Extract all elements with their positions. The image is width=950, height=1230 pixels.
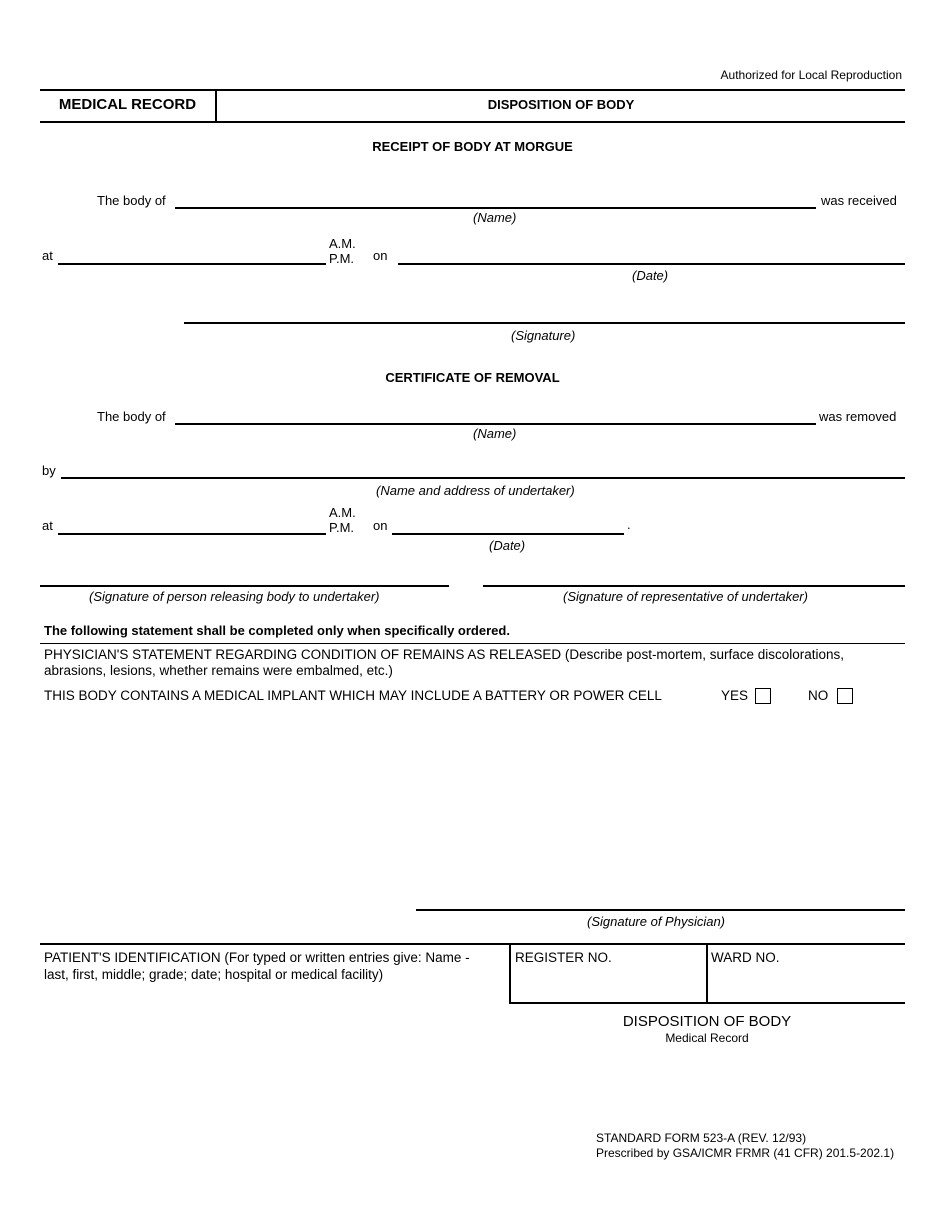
ward-no-field[interactable]: WARD NO. bbox=[711, 950, 780, 965]
form-number: STANDARD FORM 523-A (REV. 12/93) bbox=[596, 1131, 807, 1145]
statement-notice: The following statement shall be completed only when specifically ordered. bbox=[44, 623, 510, 638]
was-removed-label: was removed bbox=[819, 409, 897, 424]
receipt-on-label: on bbox=[373, 248, 388, 263]
register-no-field[interactable]: REGISTER NO. bbox=[515, 950, 612, 965]
receipt-name-field[interactable] bbox=[175, 189, 816, 209]
undertaker-caption: (Name and address of undertaker) bbox=[376, 483, 575, 498]
removal-date-field[interactable] bbox=[392, 515, 624, 535]
patient-identification-label[interactable] bbox=[44, 949, 470, 983]
receipt-heading: RECEIPT OF BODY AT MORGUE bbox=[372, 139, 573, 154]
implant-yes-checkbox[interactable] bbox=[755, 688, 771, 704]
receipt-name-caption: (Name) bbox=[473, 210, 517, 225]
receipt-at-label: at bbox=[42, 248, 53, 263]
releaser-signature-caption: (Signature of person releasing body to undertaker) bbox=[89, 589, 380, 604]
undertaker-rep-signature-line[interactable] bbox=[483, 585, 905, 587]
removal-time-field[interactable] bbox=[58, 515, 326, 535]
physician-statement-line1: PHYSICIAN'S STATEMENT REGARDING CONDITION OF REMAINS AS RELEASED (Describe post-mortem, surface discolorations, bbox=[44, 647, 845, 662]
receipt-time-field[interactable] bbox=[58, 245, 326, 265]
removal-body-of-label: The body of bbox=[97, 409, 166, 424]
removal-name-field[interactable] bbox=[175, 405, 816, 425]
identification-top-rule bbox=[40, 943, 905, 945]
patient-identification-line1: PATIENT'S IDENTIFICATION (For typed or written entries give: Name - bbox=[44, 950, 470, 965]
record-type-label: MEDICAL RECORD bbox=[58, 96, 197, 113]
removal-at-label: at bbox=[42, 518, 53, 533]
receipt-date-field[interactable] bbox=[398, 245, 905, 265]
undertaker-rep-signature-caption: (Signature of representative of undertaker) bbox=[563, 589, 808, 604]
removal-on-label: on bbox=[373, 518, 388, 533]
implant-no-label: NO bbox=[808, 688, 829, 703]
removal-pm-label: P.M. bbox=[329, 520, 355, 535]
receipt-pm-label: P.M. bbox=[329, 251, 355, 266]
was-received-label: was received bbox=[821, 193, 897, 208]
statement-rule bbox=[40, 643, 905, 644]
removal-am-label: A.M. bbox=[329, 505, 356, 520]
header-bottom-rule bbox=[40, 121, 905, 123]
removal-date-period: . bbox=[627, 517, 631, 532]
identification-divider-1 bbox=[509, 943, 511, 1004]
header-top-rule bbox=[40, 89, 905, 91]
removal-name-caption: (Name) bbox=[473, 426, 517, 441]
implant-yes-label: YES bbox=[721, 688, 749, 703]
physician-signature-line[interactable] bbox=[416, 909, 905, 911]
receipt-body-of-label: The body of bbox=[97, 193, 166, 208]
removal-date-caption: (Date) bbox=[489, 538, 526, 553]
identification-bottom-rule bbox=[509, 1002, 905, 1004]
receipt-am-pm bbox=[329, 236, 356, 266]
removal-am-pm bbox=[329, 505, 356, 535]
footer-title: DISPOSITION OF BODY bbox=[622, 1013, 792, 1030]
implant-no-checkbox[interactable] bbox=[837, 688, 853, 704]
receipt-am-label: A.M. bbox=[329, 236, 356, 251]
form-title: DISPOSITION OF BODY bbox=[487, 97, 635, 112]
prescribed-by: Prescribed by GSA/ICMR FRMR (41 CFR) 201.5-202.1) bbox=[596, 1146, 895, 1160]
undertaker-field[interactable] bbox=[61, 459, 905, 479]
removal-heading: CERTIFICATE OF REMOVAL bbox=[385, 370, 560, 385]
receipt-signature-line[interactable] bbox=[184, 322, 905, 324]
identification-divider-2 bbox=[706, 943, 708, 1004]
footer-subtitle: Medical Record bbox=[665, 1031, 749, 1045]
implant-question: THIS BODY CONTAINS A MEDICAL IMPLANT WHICH MAY INCLUDE A BATTERY OR POWER CELL bbox=[44, 688, 662, 703]
patient-identification-line2: last, first, middle; grade; date; hospital or medical facility) bbox=[44, 967, 384, 982]
releaser-signature-line[interactable] bbox=[40, 585, 449, 587]
removal-by-label: by bbox=[42, 463, 56, 478]
authorization-note: Authorized for Local Reproduction bbox=[720, 68, 902, 82]
receipt-signature-caption: (Signature) bbox=[511, 328, 576, 343]
physician-statement-line2: abrasions, lesions, whether remains were embalmed, etc.) bbox=[44, 663, 393, 678]
receipt-date-caption: (Date) bbox=[632, 268, 669, 283]
physician-signature-caption: (Signature of Physician) bbox=[587, 914, 726, 929]
